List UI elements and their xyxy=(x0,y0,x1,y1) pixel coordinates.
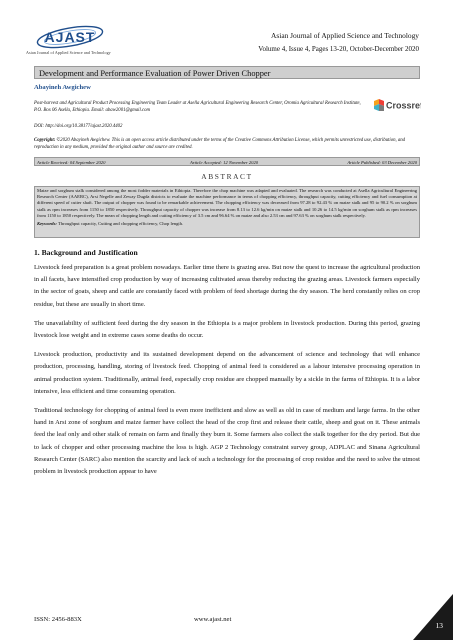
keywords-text: Throughput capacity, Cutting and chopping efficiency, Chop length. xyxy=(57,221,184,227)
received-date: Article Received: 04 September 2020 xyxy=(37,160,106,165)
article-dates-bar xyxy=(34,157,420,166)
logo-subtitle: Asian Journal of Applied Science and Technology xyxy=(26,50,111,55)
abstract-box xyxy=(34,186,420,238)
journal-logo xyxy=(34,20,106,62)
author-name[interactable]: Abayineh Awgichew xyxy=(34,84,91,91)
accepted-date: Article Accepted: 12 November 2020 xyxy=(190,160,259,165)
copyright-text: ©2020 Abayineh Awgichew. This is an open access article distributed under the terms of the Creative Commons Attribution License, which permits unrestricted use, distribution, and reproduction in any medium, provided the original author and source are credited. xyxy=(34,138,406,150)
volume-info: Volume 4, Issue 4, Pages 13-20, October-December 2020 xyxy=(258,45,419,53)
doi-link[interactable]: DOI: http://doi.org/10.38177/ajast.2020.4402 xyxy=(34,124,123,129)
crossref-logo[interactable] xyxy=(373,98,421,112)
author-affiliation: Post-harvest and Agricultural Product Processing Engineering Team Leader at Asella Agricultural Engineering Research Center, Oromia Agricultural Research Institute, P.O. Box 06 Asella, Ethiopia. Email: abaw2001@gmail.com xyxy=(34,101,361,114)
page-corner xyxy=(413,594,453,640)
published-date: Article Published: 03 December 2020 xyxy=(347,160,417,165)
paragraph: Livestock production, productivity and its sustained development depend on the advancement of science and technology that will enhance production, processing, handling, storing of livestock feed. Chopping of animal feed is considered as a labour intensive processing operation in animal production system. Traditionally, animal feed, especially crop residue are chopped manually by a sickle in the farms of Ethiopia. It is a labor intensive, less efficient and time consuming operation. xyxy=(34,351,420,395)
issn: ISSN: 2456-883X xyxy=(34,616,82,623)
paragraph: Traditional technology for chopping of animal feed is even more inefficient and slow as well as old in case of medium and large farms. In the other hand in Arsi zone of sorghum and maize farmer have collect the head of the crop first and release their cattle, sheep and goat on it. These animals feed the leaf only and other stalk of remain on farm and finally they burn it. Some farmers also collect the stalk together for the dry period. But due to lack of chopper and other processing machine the loss is high. AGP 2 Technology constraint survey group, ADPLAC and Sinana Agricultural Research Center (SARC) also mention the scarcity and lack of such a technology for the processing of crop residue and the need to solve the utmost problem in livestock production appear to have xyxy=(34,407,420,476)
paragraph: The unavailability of sufficient feed during the dry season in the Ethiopia is a major problem in livestock production. During this period, grazing livestock lose weight and in extreme cases some deaths do occur. xyxy=(34,319,420,340)
keywords-label: Keywords: xyxy=(37,221,57,227)
title-bar xyxy=(34,66,420,79)
body-text xyxy=(34,262,420,478)
svg-text:Crossref: Crossref xyxy=(386,100,421,111)
abstract-heading: ABSTRACT xyxy=(201,172,253,181)
paragraph: Livestock feed preparation is a great problem nowadays. Earlier time there is grazing area. But now the quest to increase the agricultural production in all facets, have intensified crop production by way of increasing cultivated areas thereby reducing the grazing areas. Livestock farmers especially in the sector of goats, sheep and cattle are constantly faced with problem of feed shortage during the dry season. The herd constantly relies on crop residue, but these are usually in short time. xyxy=(34,264,420,308)
abstract-text: Maize and sorghum stalk considered among the most fodder materials in Ethiopia. Therefore the chop machine was adapted and evaluated. The research was conducted at Asella Agricultural Engineering Research Center (AAERC), Arsi Negelle and Zeway Dugda districts to evaluate the machine performance in terms of chopping efficiency, throughput capacity, cutting efficiency and fuel consumption at different speed of cutter shaft. The output of chopper was found to be remarkable achievement. The chopping efficiency was decreased from 97.28 to 92.43 % on maize stalk and 95 to 90.2 % on sorghum stalk as rpm increases from 1150 to 1850 respectively. Throughput capacity of chopper was increase from 8.13 to 12.6 kg/min on maize stalk and 10.26 to 14.5 kg/min on sorghum stalk as rpm increases from 1150 to 1850 respectively. The mean of chopping length and cutting efficiency of 3.5 cm and 96.64 % on maize and also 2.53 cm and 97.63 % on sorghum stalk respectively. xyxy=(37,188,417,218)
journal-name: Asian Journal of Applied Science and Technology xyxy=(271,31,419,40)
keywords xyxy=(37,221,417,227)
svg-text:AJAST: AJAST xyxy=(44,29,96,45)
journal-url[interactable]: www.ajast.net xyxy=(194,616,232,623)
page-number: 13 xyxy=(435,621,443,630)
article-title: Development and Performance Evaluation of Power Driven Chopper xyxy=(39,69,271,78)
section-heading: 1. Background and Justification xyxy=(34,248,138,257)
copyright-notice xyxy=(34,137,420,151)
copyright-label: Copyright: xyxy=(34,138,56,143)
